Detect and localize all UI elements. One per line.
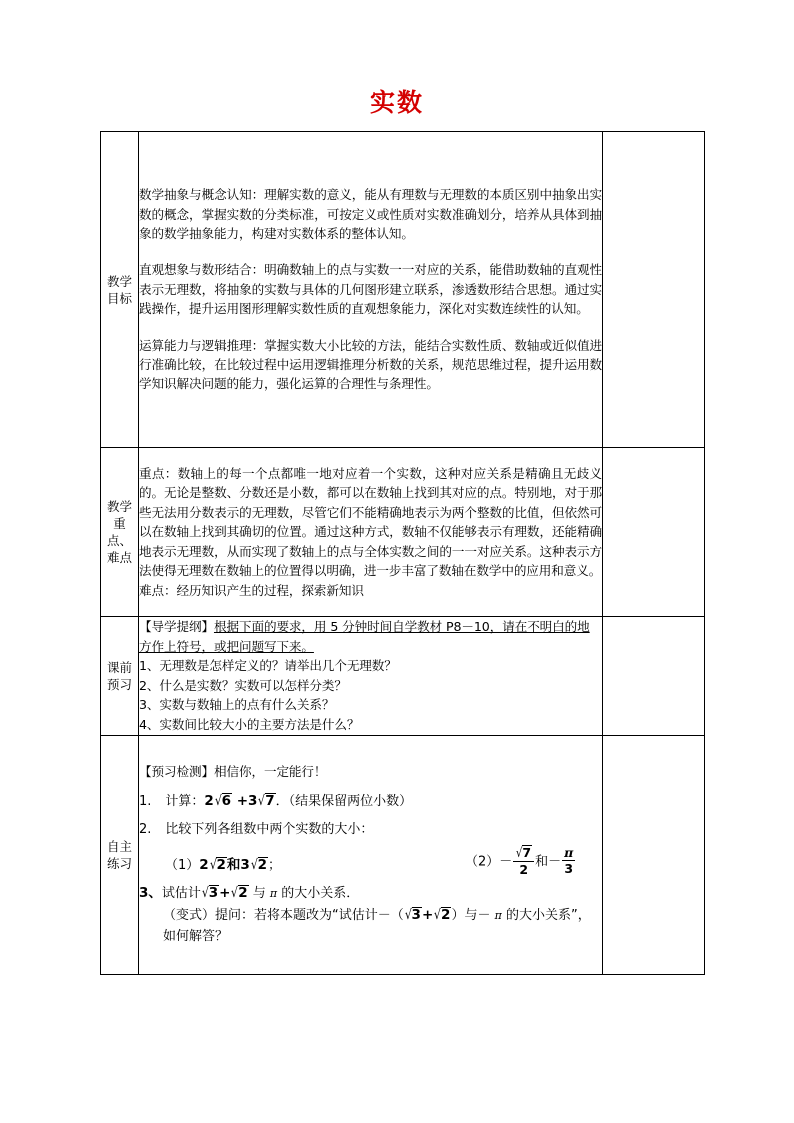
row-label-pre-study: [101, 617, 139, 736]
guide-outline-heading: [139, 617, 602, 656]
pi-symbol: π: [269, 887, 278, 901]
row-notes-column: [603, 132, 705, 448]
item-text: 试估计: [161, 886, 201, 902]
item-number: 1.: [139, 793, 152, 809]
subitem-2: [465, 846, 602, 878]
row-notes-column: [603, 735, 705, 974]
variant-text-mid: ）与－: [451, 908, 491, 924]
table-row: [101, 448, 705, 617]
row-content-independent-practice: [139, 735, 603, 974]
table-row: [101, 617, 705, 736]
row-label-teaching-objectives: [101, 132, 139, 448]
subitem-label: （2）: [465, 853, 500, 869]
lesson-plan-table: [100, 131, 705, 975]
row-content-teaching-objectives: [139, 132, 603, 448]
row-label-independent-practice: [101, 735, 139, 974]
label-line: 自主: [106, 838, 132, 854]
label-line: 教学: [106, 273, 132, 289]
item-text: 计算：: [165, 793, 205, 809]
preview-question: 1、无理数是怎样定义的？请举出几个无理数？: [139, 658, 397, 674]
label-line: 教学重: [106, 499, 132, 531]
label-line: 课前: [106, 659, 132, 675]
label-line: 目标: [106, 290, 132, 306]
math-expression: 2√6 +3√7: [204, 792, 275, 809]
row-notes-column: [603, 448, 705, 617]
row-content-pre-study: [139, 617, 603, 736]
item-text: 比较下列各组数中两个实数的大小：: [165, 821, 374, 837]
math-expression: √3+√2: [404, 907, 451, 924]
label-line: 练习: [106, 855, 132, 871]
preview-question: 2、什么是实数？实数可以怎样分类？: [139, 677, 347, 693]
numerator: √7: [513, 845, 534, 862]
row-label-key-difficult-points: [101, 448, 139, 617]
exercise-item-2: [139, 819, 602, 840]
objective-paragraph: 运算能力与逻辑推理：掌握实数大小比较的方法，能结合实数性质、数轴或近似值进行准确比较，在比较过程中运用逻辑推理分析数的关系，规范思维过程，提升运用数学知识解决问题的能力，强化运算的合理性与条理性。: [139, 337, 602, 392]
guide-outline-bracket: 【导学提纲】: [139, 619, 214, 634]
objective-paragraph: 直观想象与数形结合：明确数轴上的点与实数一一对应的关系，能借助数轴的直观性表示无理数，将抽象的实数与具体的几何图形建立联系，渗透数形结合思想。通过实践操作，提升运用图形理解实数性质的直观想象能力，深化对实数连续性的认知。: [139, 262, 602, 317]
minus-sign: －: [548, 853, 562, 869]
page-title: 实数: [369, 88, 424, 117]
item-text-after: 的大小关系．: [281, 886, 360, 902]
key-point-paragraph: 重点：数轴上的每一个点都唯一地对应着一个实数，这种对应关系是精确且无歧义的。无论是整数、分数还是小数，都可以在数轴上找到其对应的点。特别地，对于那些无法用分数表示的无理数，尽管它们不能精确地表示为两个整数的比值，但依然可以在数轴上找到其确切的位置。通过这种方式，数轴不仅能够表示有理数，还能精确地表示无理数，从而实现了数轴上的点与全体实数之间的一一对应关系。这种表示方法使得无理数在数轴上的位置得以明确，进一步丰富了数轴在数学中的应用和意义。: [139, 466, 602, 579]
exercise-item-2-subitems: [139, 846, 602, 878]
item-text-mid: 与: [252, 886, 266, 902]
label-line: 点、难点: [106, 533, 132, 565]
minus-sign: －: [499, 853, 513, 869]
preview-check-heading: [139, 762, 602, 782]
row-notes-column: [603, 617, 705, 736]
numerator: π: [564, 844, 574, 860]
exercise-item-1: [139, 791, 602, 812]
preview-check-text: 相信你，一定能行！: [213, 764, 327, 780]
preview-question: 4、实数间比较大小的主要方法是什么？: [139, 716, 360, 732]
table-row: [101, 132, 705, 448]
variant-text: 提问：若将本题改为“试估计－（: [215, 908, 404, 924]
preview-check-bracket: 【预习检测】: [139, 764, 214, 780]
preview-question: 3、实数与数轴上的点有什么关系？: [139, 697, 335, 713]
item-number: 3、: [139, 885, 162, 902]
denominator: 3: [564, 860, 574, 876]
guide-outline-instruction: 根据下面的要求，用 5 分钟时间自学教材 P8－10，请在不明白的地方作上符号，或把问题写下来。: [139, 619, 590, 654]
fraction: [562, 846, 575, 875]
exercise-item-3-variant: [139, 905, 602, 947]
difficult-point-paragraph: 难点：经历知识产生的过程，探索新知识: [139, 582, 364, 598]
subitem-1: [139, 854, 465, 877]
fraction: [513, 845, 534, 877]
conjunction: 和: [535, 853, 549, 869]
subitem-label: （1）: [165, 858, 200, 874]
denominator: 2: [519, 861, 529, 877]
objective-paragraph: 数学抽象与概念认知：理解实数的意义，能从有理数与无理数的本质区别中抽象出实数的概念，掌握实数的分类标准，可按定义或性质对实数准确划分，培养从具体到抽象的数学抽象能力，构建对实数体系的整体认知。: [139, 187, 602, 241]
table-row: [101, 735, 705, 974]
row-content-key-difficult-points: [139, 448, 603, 617]
math-expression: √3+√2: [201, 885, 248, 902]
item-number: 2.: [139, 821, 152, 837]
subitem-trailing: ；: [267, 858, 281, 874]
exercise-item-3: [139, 883, 602, 904]
label-line: 预习: [106, 676, 132, 692]
variant-label: （变式）: [163, 908, 216, 924]
item-text-after: ．（结果保留两位小数）: [275, 793, 413, 809]
variant-text-after: 的大小关系”，如何解答？: [163, 908, 591, 945]
math-expression: 2√2和3√2: [199, 857, 267, 874]
pi-symbol: π: [494, 909, 502, 923]
